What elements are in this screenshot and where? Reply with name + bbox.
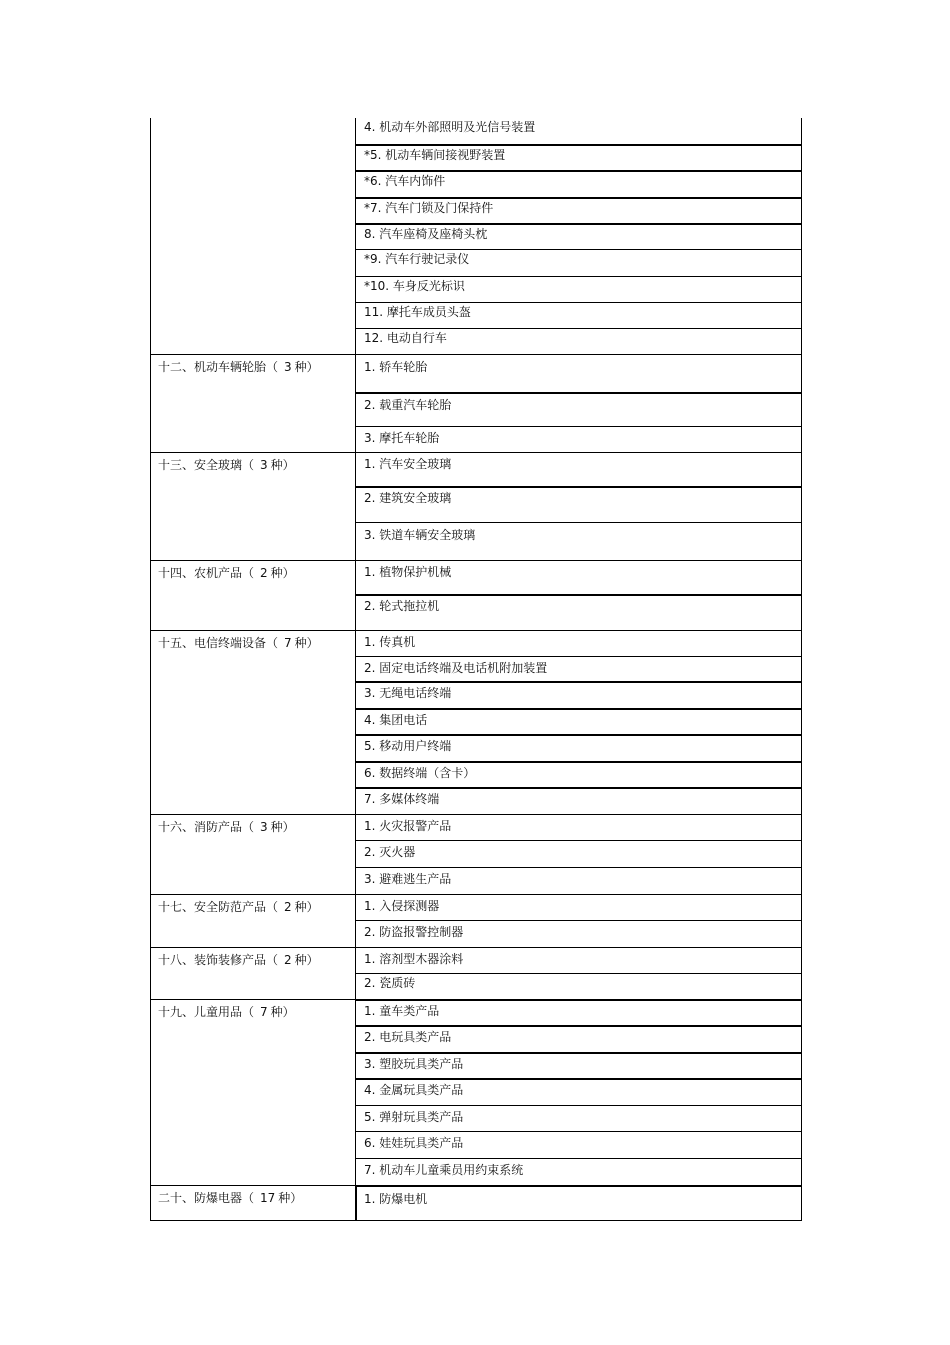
item-cell: 3. 摩托车轮胎 — [356, 426, 801, 446]
category-cell — [151, 1185, 356, 1206]
item-cell: 6. 数据终端（含卡） — [356, 761, 801, 781]
item-cell: 1. 防爆电机 — [356, 1185, 801, 1207]
item-cell: 1. 轿车轮胎 — [356, 354, 801, 375]
item-cell: 3. 避难逃生产品 — [356, 867, 801, 887]
item-cell: 1. 溶剂型木器涂料 — [356, 947, 801, 967]
category-count: 2 — [284, 953, 292, 967]
item-cell: 5. 弹射玩具类产品 — [356, 1105, 801, 1125]
category-count: 7 — [260, 1005, 268, 1019]
category-cell — [151, 560, 356, 581]
item-cell: 3. 塑胶玩具类产品 — [356, 1052, 801, 1072]
item-cell: 5. 移动用户终端 — [356, 734, 801, 754]
category-unit: 种） — [294, 636, 319, 650]
category-name: 十二、机动车辆轮胎（ — [158, 360, 279, 374]
category-name: 十三、安全玻璃（ — [158, 458, 255, 472]
item-cell: 2. 固定电话终端及电话机附加装置 — [356, 656, 801, 676]
item-cell: 2. 灭火器 — [356, 840, 801, 860]
item-cell: 2. 轮式拖拉机 — [356, 594, 801, 614]
item-column — [355, 118, 802, 1221]
item-cell: *5. 机动车辆间接视野装置 — [356, 144, 801, 163]
item-cell: *10. 车身反光标识 — [356, 276, 801, 294]
category-unit: 种） — [270, 566, 295, 580]
item-cell: 4. 集团电话 — [356, 708, 801, 728]
item-cell: 3. 铁道车辆安全玻璃 — [356, 522, 801, 543]
category-cell — [151, 814, 356, 835]
product-catalog-table — [150, 118, 801, 1221]
category-unit: 种） — [294, 953, 319, 967]
category-cell — [151, 354, 356, 375]
category-cell — [151, 999, 356, 1020]
category-cell — [151, 452, 356, 473]
item-cell: 1. 火灾报警产品 — [356, 814, 801, 834]
item-cell: 2. 建筑安全玻璃 — [356, 486, 801, 506]
category-name: 二十、防爆电器（ — [158, 1191, 255, 1205]
item-cell: 1. 入侵探测器 — [356, 894, 801, 914]
category-cell — [151, 894, 356, 915]
item-cell: 2. 防盗报警控制器 — [356, 920, 801, 940]
category-unit: 种） — [278, 1191, 303, 1205]
category-name: 十六、消防产品（ — [158, 820, 255, 834]
category-name: 十七、安全防范产品（ — [158, 900, 279, 914]
category-column — [150, 118, 356, 1221]
item-cell: *9. 汽车行驶记录仪 — [356, 249, 801, 267]
category-unit: 种） — [270, 820, 295, 834]
category-count: 2 — [284, 900, 292, 914]
item-cell: 6. 娃娃玩具类产品 — [356, 1131, 801, 1151]
item-cell: 2. 电玩具类产品 — [356, 1025, 801, 1045]
category-cell — [151, 630, 356, 651]
item-cell: 1. 传真机 — [356, 630, 801, 650]
item-cell: 1. 汽车安全玻璃 — [356, 452, 801, 472]
item-cell: 7. 机动车儿童乘员用约束系统 — [356, 1158, 801, 1178]
category-name: 十八、装饰装修产品（ — [158, 953, 279, 967]
item-cell: 4. 机动车外部照明及光信号装置 — [364, 120, 536, 134]
item-cell: 1. 童车类产品 — [356, 999, 801, 1019]
item-cell: 2. 瓷质砖 — [356, 973, 801, 991]
item-cell: *7. 汽车门锁及门保持件 — [356, 197, 801, 216]
category-name: 十九、儿童用品（ — [158, 1005, 255, 1019]
category-unit: 种） — [294, 900, 319, 914]
category-count: 3 — [284, 360, 292, 374]
category-name: 十四、农机产品（ — [158, 566, 255, 580]
category-count: 7 — [284, 636, 292, 650]
item-cell: 8. 汽车座椅及座椅头枕 — [356, 223, 801, 242]
category-count: 17 — [260, 1191, 276, 1205]
item-cell: 3. 无绳电话终端 — [356, 681, 801, 701]
item-cell: *6. 汽车内饰件 — [356, 170, 801, 189]
category-unit: 种） — [270, 458, 295, 472]
item-cell: 2. 载重汽车轮胎 — [356, 392, 801, 413]
category-unit: 种） — [270, 1005, 295, 1019]
item-cell: 12. 电动自行车 — [356, 328, 801, 346]
category-cell — [151, 947, 356, 968]
table-bottom-border — [150, 1220, 801, 1221]
category-count: 2 — [260, 566, 268, 580]
item-cell: 4. 金属玩具类产品 — [356, 1078, 801, 1098]
category-unit: 种） — [294, 360, 319, 374]
category-count: 3 — [260, 820, 268, 834]
category-name: 十五、电信终端设备（ — [158, 636, 279, 650]
item-cell: 7. 多媒体终端 — [356, 787, 801, 807]
category-count: 3 — [260, 458, 268, 472]
item-cell: 11. 摩托车成员头盔 — [356, 302, 801, 320]
item-cell: 1. 植物保护机械 — [356, 560, 801, 580]
